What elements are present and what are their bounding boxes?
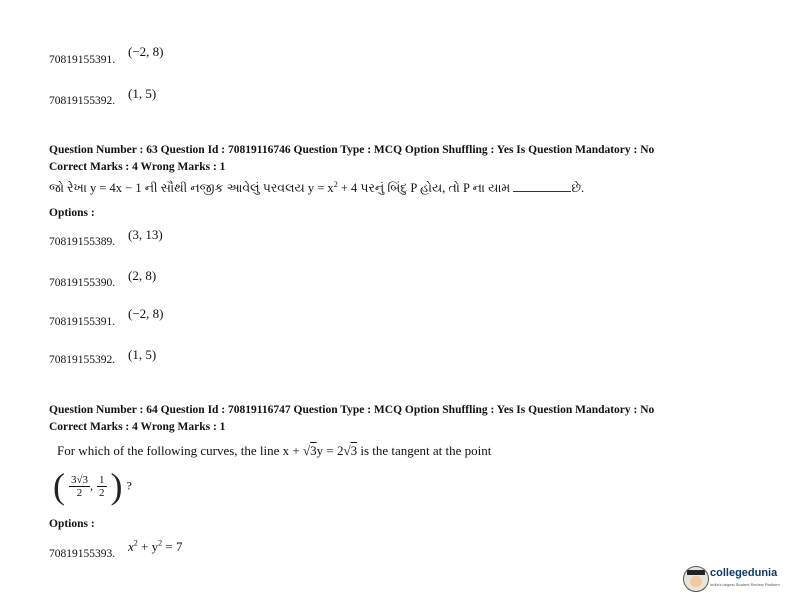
option-id: 70819155391. xyxy=(49,316,116,328)
marks-line: Correct Marks : 4 Wrong Marks : 1 xyxy=(49,161,226,173)
question-text xyxy=(49,181,584,196)
question-text-part: is the tangent at the point xyxy=(357,443,492,458)
options-label: Options : xyxy=(49,207,95,219)
option-id: 70819155393. xyxy=(49,548,116,560)
paren-right: ) xyxy=(110,466,123,506)
question-text-part: y = 2√ xyxy=(316,443,351,458)
question-text-part: જો રેખા y = 4x − 1 ની સૌથી નજીક આવેલું પરવલય y = x xyxy=(49,181,334,195)
variable-x: x xyxy=(128,539,134,554)
question-text xyxy=(57,443,491,459)
option-id: 70819155390. xyxy=(49,277,116,289)
sqrt-value: 3 xyxy=(350,443,358,458)
question-text-end: છે. xyxy=(571,181,585,195)
fraction-denominator: 2 xyxy=(76,486,83,499)
question-text-part: + 4 પરનું બિંદુ P હોય, તો P ના યામ xyxy=(337,181,511,195)
option-value: (2, 8) xyxy=(128,268,157,283)
option-part: + y xyxy=(137,539,159,554)
question-text-part: For which of the following curves, the line x + √ xyxy=(57,443,311,458)
option-value xyxy=(128,539,182,555)
fraction xyxy=(97,474,107,499)
exponent: 2 xyxy=(133,538,138,548)
fraction-numerator: 3√3 xyxy=(71,473,89,486)
exponent: 2 xyxy=(158,538,163,548)
sqrt-value: 3 xyxy=(310,443,317,458)
tangent-point xyxy=(53,468,132,510)
fraction xyxy=(69,474,90,499)
options-label: Options : xyxy=(49,518,95,530)
marks-line: Correct Marks : 4 Wrong Marks : 1 xyxy=(49,421,226,433)
option-id: 70819155392. xyxy=(49,95,116,107)
question-header: Question Number : 64 Question Id : 70819116747 Question Type : MCQ Option Shuffling : Yes Is Question Mandatory : No xyxy=(49,404,655,416)
comma: , xyxy=(90,478,94,493)
fraction-denominator: 2 xyxy=(99,486,105,499)
option-id: 70819155391. xyxy=(49,54,116,66)
option-part: = 7 xyxy=(162,539,183,554)
option-id: 70819155392. xyxy=(49,354,116,366)
answer-blank xyxy=(513,181,571,192)
logo-name: collegedunia xyxy=(710,567,778,579)
mascot-icon xyxy=(683,566,709,592)
option-value: (3, 13) xyxy=(128,227,163,242)
question-mark: ? xyxy=(126,478,132,493)
option-value: (−2, 8) xyxy=(128,44,164,59)
option-id: 70819155389. xyxy=(49,236,116,248)
question-header: Question Number : 63 Question Id : 70819116746 Question Type : MCQ Option Shuffling : Yes Is Question Mandatory : No xyxy=(49,144,655,156)
logo-tagline: India's largest Student Review Platform xyxy=(710,582,780,587)
option-value: (1, 5) xyxy=(128,86,157,101)
exponent: 2 xyxy=(333,179,338,189)
paren-left: ( xyxy=(53,466,65,506)
option-value: (1, 5) xyxy=(128,347,157,362)
fraction-numerator: 1 xyxy=(99,473,105,486)
collegedunia-logo xyxy=(683,563,783,595)
option-value: (−2, 8) xyxy=(128,306,164,321)
